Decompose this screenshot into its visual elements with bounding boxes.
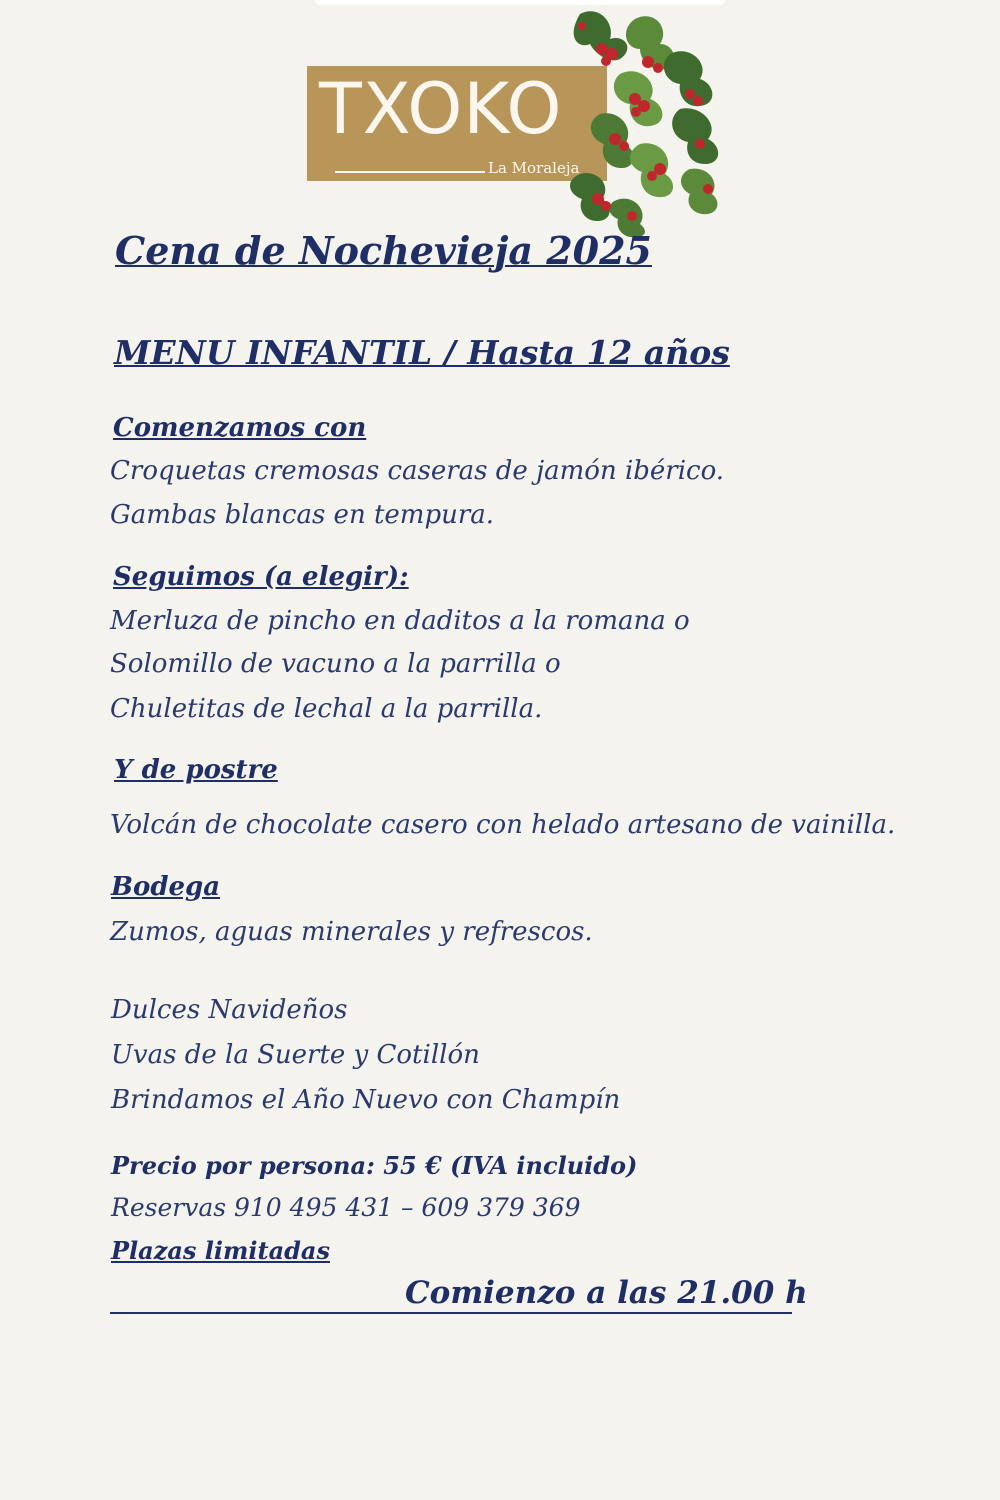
extra-item: Brindamos el Año Nuevo con Champín: [111, 1085, 621, 1115]
start-time-text: Comienzo a las 21.00 h: [405, 1275, 808, 1311]
section-heading-cellar: Bodega: [111, 872, 221, 902]
menu-title: Cena de Nochevieja 2025: [115, 228, 652, 273]
menu-item: Croquetas cremosas caseras de jamón ibérico.: [110, 456, 725, 486]
price-text: Precio por persona: 55 € (IVA incluido): [111, 1151, 638, 1180]
menu-item: Gambas blancas en tempura.: [110, 500, 495, 530]
menu-item: Chuletitas de lechal a la parrilla.: [110, 694, 543, 724]
start-underline: [110, 1312, 792, 1314]
holly-icon: [540, 4, 740, 239]
reservations-text: Reservas 910 495 431 – 609 379 369: [111, 1193, 581, 1222]
logo-name: TXOKO: [319, 68, 563, 150]
logo-location: La Moraleja: [488, 159, 580, 177]
section-heading-dessert: Y de postre: [114, 755, 278, 785]
limited-places-text: Plazas limitadas: [111, 1236, 330, 1265]
menu-item: Merluza de pincho en daditos a la romana o: [110, 606, 690, 636]
extra-item: Dulces Navideños: [111, 995, 348, 1025]
section-heading-main: Seguimos (a elegir):: [113, 562, 409, 592]
logo-divider: [335, 171, 485, 173]
menu-item: Solomillo de vacuno a la parrilla o: [110, 649, 561, 679]
menu-item: Zumos, aguas minerales y refrescos.: [110, 917, 593, 947]
menu-subtitle: MENU INFANTIL / Hasta 12 años: [114, 333, 730, 372]
extra-item: Uvas de la Suerte y Cotillón: [111, 1040, 480, 1070]
menu-item: Volcán de chocolate casero con helado artesano de vainilla.: [110, 810, 896, 840]
section-heading-start: Comenzamos con: [113, 413, 367, 443]
